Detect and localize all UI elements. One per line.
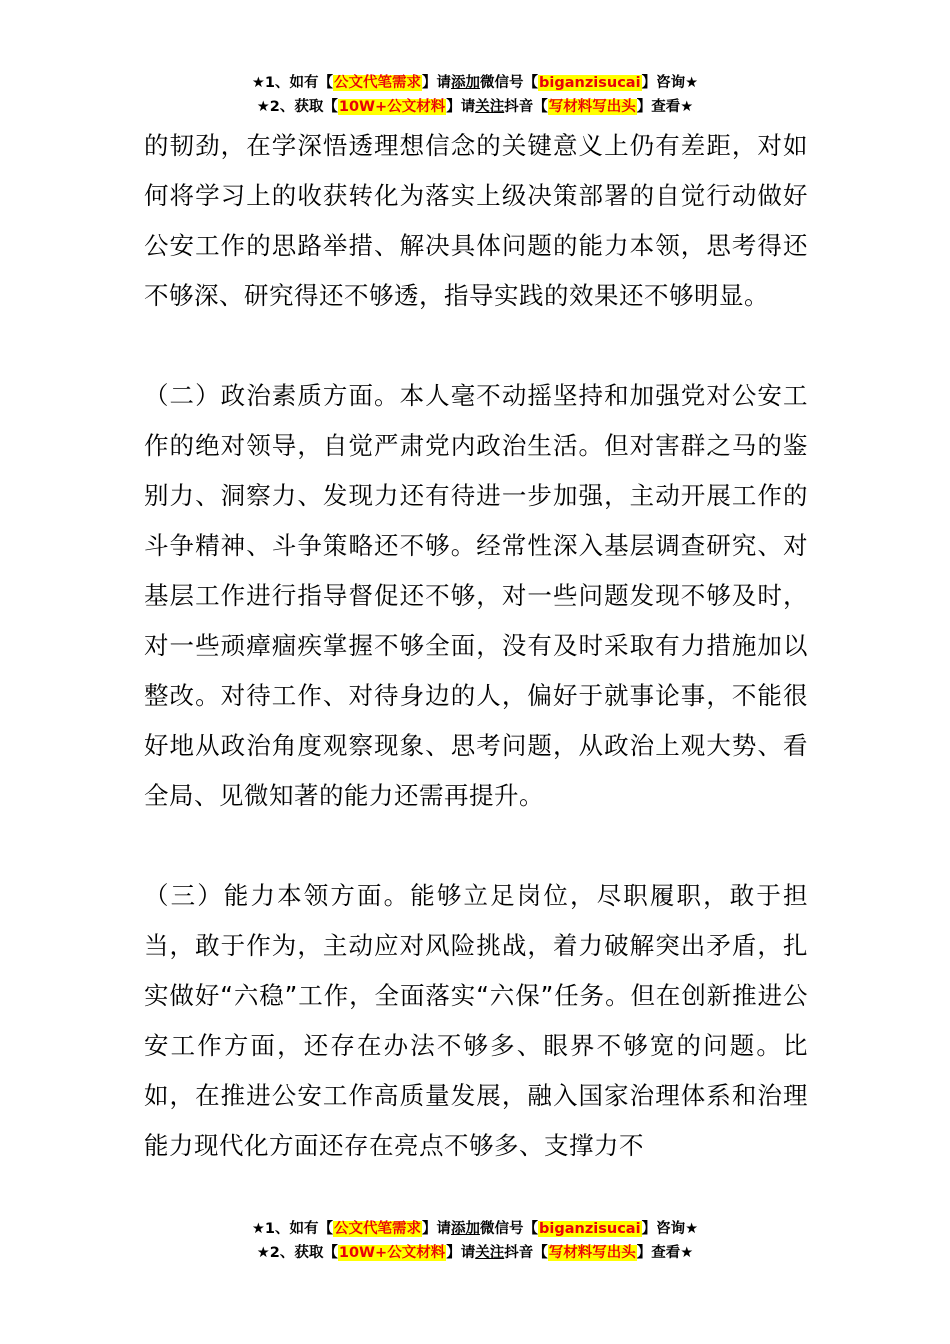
banner-text: 抖音【 xyxy=(504,99,548,115)
highlight-materials: 10W+公文材料 xyxy=(338,1245,446,1261)
banner-emphasis: 关注 xyxy=(475,1245,505,1261)
header-banner xyxy=(0,71,950,119)
paragraph-ability: （三）能力本领方面。能够立足岗位，尽职履职，敢于担当，敢于作为，主动应对风险挑战，着力破解突出矛盾，扎实做好“六稳”工作，全面落实“六保”任务。但在创新推进公安工作方面，还存在办法不够多、眼界不够宽的问题。比如，在推进公安工作高质量发展，融入国家治理体系和治理能力现代化方面还存在亮点不够多、支撑力不 xyxy=(144,881,808,1160)
banner-emphasis: 关注 xyxy=(475,99,505,115)
banner-line-2 xyxy=(0,1241,950,1265)
banner-line-1 xyxy=(0,1217,950,1241)
paragraph-political-quality: （二）政治素质方面。本人毫不动摇坚持和加强党对公安工作的绝对领导，自觉严肃党内政治生活。但对害群之马的鉴别力、洞察力、发现力还有待进一步加强，主动开展工作的斗争精神、斗争策略还不够。经常性深入基层调查研究、对基层工作进行指导督促还不够，对一些问题发现不够及时，对一些顽瘴痼疾掌握不够全面，没有及时采取有力措施加以整改。对待工作、对待身边的人，偏好于就事论事，不能很好地从政治角度观察现象、思考问题，从政治上观大势、看全局、见微知著的能力还需再提升。 xyxy=(144,381,808,810)
banner-text: 】请 xyxy=(446,1245,476,1261)
paragraph-continuation: 的韧劲，在学深悟透理想信念的关键意义上仍有差距，对如何将学习上的收获转化为落实上级决策部署的自觉行动做好公安工作的思路举措、解决具体问题的能力本领，思考得还不够深、研究得还不够透，指导实践的效果还不够明显。 xyxy=(144,131,808,310)
banner-text: 微信号【 xyxy=(480,75,539,91)
footer-banner xyxy=(0,1217,950,1265)
highlight-douyin-account: 写材料写出头 xyxy=(548,1245,636,1261)
highlight-wechat-id: biganzisucai xyxy=(539,1221,641,1237)
banner-emphasis: 添加 xyxy=(451,1221,481,1237)
highlight-douyin-account: 写材料写出头 xyxy=(548,99,636,115)
banner-text: 】查看★ xyxy=(636,1245,694,1261)
banner-text: ★2、获取【 xyxy=(256,99,338,115)
banner-text: ★1、如有【 xyxy=(251,75,334,91)
banner-text: 】请 xyxy=(422,1221,452,1237)
highlight-service: 公文代笔需求 xyxy=(334,75,422,91)
banner-text: 】查看★ xyxy=(636,99,694,115)
paragraph-gap xyxy=(144,321,808,371)
banner-text: ★1、如有【 xyxy=(251,1221,334,1237)
banner-text: 抖音【 xyxy=(504,1245,548,1261)
banner-text: 】请 xyxy=(446,99,476,115)
highlight-materials: 10W+公文材料 xyxy=(338,99,446,115)
paragraph-gap xyxy=(144,821,808,871)
banner-emphasis: 添加 xyxy=(451,75,481,91)
highlight-service: 公文代笔需求 xyxy=(334,1221,422,1237)
highlight-wechat-id: biganzisucai xyxy=(539,75,641,91)
document-body xyxy=(144,121,808,1171)
banner-line-2 xyxy=(0,95,950,119)
banner-text: ★2、获取【 xyxy=(256,1245,338,1261)
banner-line-1 xyxy=(0,71,950,95)
banner-text: 】请 xyxy=(422,75,452,91)
banner-text: 】咨询★ xyxy=(641,75,699,91)
banner-text: 】咨询★ xyxy=(641,1221,699,1237)
banner-text: 微信号【 xyxy=(480,1221,539,1237)
